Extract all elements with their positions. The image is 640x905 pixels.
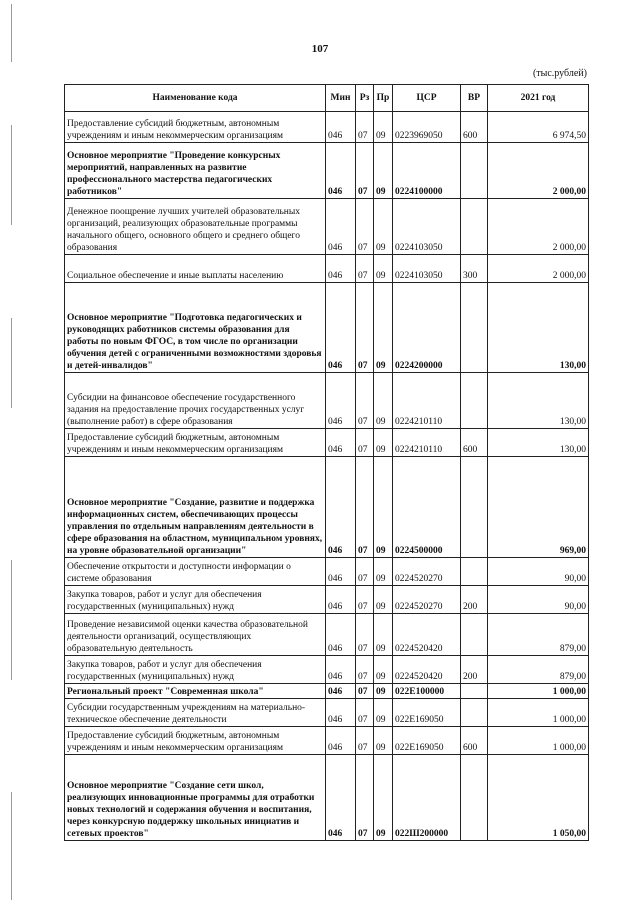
table-row: [65, 727, 589, 755]
row-vr: 600: [461, 727, 488, 755]
row-min: 046: [326, 699, 356, 727]
row-amount: 2 000,00: [488, 255, 589, 283]
row-min: 046: [326, 457, 356, 558]
row-pr: 09: [374, 283, 393, 373]
table-row: [65, 199, 589, 255]
row-csr: 022E169050: [393, 699, 461, 727]
table-row: [65, 656, 589, 684]
table-row: [65, 373, 589, 429]
scan-edge-mark: [11, 560, 12, 680]
table-row: [65, 457, 589, 558]
row-min: 046: [326, 112, 356, 143]
row-csr: 0224500000: [393, 457, 461, 558]
row-rz: 07: [356, 143, 374, 199]
table-row: [65, 699, 589, 727]
row-vr: [461, 143, 488, 199]
row-csr: 022Ш200000: [393, 755, 461, 841]
row-min: 046: [326, 373, 356, 429]
row-pr: 09: [374, 755, 393, 841]
row-rz: 07: [356, 373, 374, 429]
row-pr: 09: [374, 457, 393, 558]
row-name: Закупка товаров, работ и услуг для обеспечения государственных (муниципальных) нужд: [65, 656, 326, 684]
row-csr: 022E169050: [393, 727, 461, 755]
row-name: Субсидии на финансовое обеспечение государственного задания на предоставление прочих государственных услуг (выполнение работ) в сфере образования: [65, 373, 326, 429]
row-pr: 09: [374, 255, 393, 283]
row-rz: 07: [356, 699, 374, 727]
row-csr: 0224520270: [393, 558, 461, 586]
row-csr: 0224103050: [393, 199, 461, 255]
row-pr: 09: [374, 656, 393, 684]
row-vr: [461, 199, 488, 255]
row-vr: [461, 558, 488, 586]
row-amount: 2 000,00: [488, 143, 589, 199]
row-pr: 09: [374, 586, 393, 614]
row-min: 046: [326, 586, 356, 614]
row-vr: [461, 373, 488, 429]
row-name: Предоставление субсидий бюджетным, автономным учреждениям и иным некоммерческим организациям: [65, 112, 326, 143]
row-vr: 200: [461, 656, 488, 684]
row-min: 046: [326, 614, 356, 656]
row-vr: [461, 614, 488, 656]
row-rz: 07: [356, 586, 374, 614]
header-pr: Пр: [374, 85, 393, 112]
row-name: Основное мероприятие "Создание, развитие и поддержка информационных систем, обеспечивающих процессы управления по отдельным направлениям деятельности в сфере образования на областном, муниципальном уровнях, на уровне образовательной организации": [65, 457, 326, 558]
units-label: (тыс.рублей): [532, 68, 587, 79]
row-rz: 07: [356, 457, 374, 558]
row-csr: 0223969050: [393, 112, 461, 143]
row-csr: 0224103050: [393, 255, 461, 283]
row-name: Обеспечение открытости и доступности информации о системе образования: [65, 558, 326, 586]
row-rz: 07: [356, 283, 374, 373]
row-vr: 200: [461, 586, 488, 614]
row-name: Предоставление субсидий бюджетным, автономным учреждениям и иным некоммерческим организациям: [65, 429, 326, 457]
row-min: 046: [326, 656, 356, 684]
row-vr: [461, 457, 488, 558]
table-row: [65, 255, 589, 283]
row-rz: 07: [356, 429, 374, 457]
row-amount: 879,00: [488, 656, 589, 684]
row-amount: 90,00: [488, 558, 589, 586]
row-pr: 09: [374, 429, 393, 457]
row-pr: 09: [374, 558, 393, 586]
row-amount: 130,00: [488, 373, 589, 429]
header-csr: ЦСР: [393, 85, 461, 112]
row-csr: 0224210110: [393, 429, 461, 457]
row-vr: 600: [461, 429, 488, 457]
row-name: Региональный проект "Современная школа": [65, 684, 326, 699]
row-pr: 09: [374, 199, 393, 255]
row-min: 046: [326, 727, 356, 755]
row-pr: 09: [374, 143, 393, 199]
row-name: Социальное обеспечение и иные выплаты населению: [65, 255, 326, 283]
row-pr: 09: [374, 727, 393, 755]
row-vr: [461, 699, 488, 727]
row-pr: 09: [374, 373, 393, 429]
row-csr: 0224520420: [393, 656, 461, 684]
table-header-row: [65, 85, 589, 112]
page-number: 107: [311, 43, 329, 55]
scan-edge-mark: [11, 125, 12, 225]
row-min: 046: [326, 283, 356, 373]
row-name: Основное мероприятие "Проведение конкурсных мероприятий, направленных на развитие профессионального мастерства педагогических работников": [65, 143, 326, 199]
row-rz: 07: [356, 755, 374, 841]
table-row: [65, 112, 589, 143]
row-rz: 07: [356, 684, 374, 699]
row-csr: 0224200000: [393, 283, 461, 373]
row-amount: 1 000,00: [488, 699, 589, 727]
row-csr: 0224520270: [393, 586, 461, 614]
row-pr: 09: [374, 684, 393, 699]
row-min: 046: [326, 684, 356, 699]
table-row: [65, 429, 589, 457]
scan-edge-mark: [11, 318, 12, 408]
row-min: 046: [326, 558, 356, 586]
row-name: Денежное поощрение лучших учителей образовательных организаций, реализующих образовательные программы начального общего, основного общего и среднего общего образования: [65, 199, 326, 255]
row-name: Закупка товаров, работ и услуг для обеспечения государственных (муниципальных) нужд: [65, 586, 326, 614]
row-amount: 969,00: [488, 457, 589, 558]
table-row: [65, 755, 589, 841]
row-rz: 07: [356, 558, 374, 586]
table-row: [65, 558, 589, 586]
row-amount: 1 000,00: [488, 684, 589, 699]
row-name: Предоставление субсидий бюджетным, автономным учреждениям и иным некоммерческим организациям: [65, 727, 326, 755]
row-rz: 07: [356, 112, 374, 143]
row-name: Основное мероприятие "Создание сети школ, реализующих инновационные программы для отработки новых технологий и содержания обучения и воспитания, через конкурсную поддержку школьных инициатив и сетевых проектов": [65, 755, 326, 841]
row-csr: 0224520420: [393, 614, 461, 656]
row-rz: 07: [356, 614, 374, 656]
budget-table: [64, 84, 589, 841]
row-vr: 600: [461, 112, 488, 143]
table-row: [65, 614, 589, 656]
table-row: [65, 143, 589, 199]
row-amount: 130,00: [488, 429, 589, 457]
header-vr: ВР: [461, 85, 488, 112]
header-rz: Рз: [356, 85, 374, 112]
row-pr: 09: [374, 614, 393, 656]
row-rz: 07: [356, 199, 374, 255]
row-min: 046: [326, 143, 356, 199]
row-vr: [461, 684, 488, 699]
header-min: Мин: [326, 85, 356, 112]
row-amount: 2 000,00: [488, 199, 589, 255]
row-rz: 07: [356, 255, 374, 283]
row-rz: 07: [356, 727, 374, 755]
row-min: 046: [326, 429, 356, 457]
row-name: Основное мероприятие "Подготовка педагогических и руководящих работников системы образования для работы по новым ФГОС, в том числе по организации обучения детей с ограниченными возможностями здоровья и детей-инвалидов": [65, 283, 326, 373]
row-name: Субсидии государственным учреждениям на материально-техническое обеспечение деятельности: [65, 699, 326, 727]
header-name: Наименование кода: [65, 85, 326, 112]
row-amount: 879,00: [488, 614, 589, 656]
row-pr: 09: [374, 112, 393, 143]
row-name: Проведение независимой оценки качества образовательной деятельности организаций, осуществляющих образовательную деятельность: [65, 614, 326, 656]
row-vr: [461, 755, 488, 841]
row-csr: 0224100000: [393, 143, 461, 199]
row-vr: [461, 283, 488, 373]
row-amount: 90,00: [488, 586, 589, 614]
row-pr: 09: [374, 699, 393, 727]
row-amount: 6 974,50: [488, 112, 589, 143]
table-row: [65, 684, 589, 699]
row-csr: 022E100000: [393, 684, 461, 699]
row-rz: 07: [356, 656, 374, 684]
row-amount: 1 050,00: [488, 755, 589, 841]
row-min: 046: [326, 255, 356, 283]
row-min: 046: [326, 755, 356, 841]
row-min: 046: [326, 199, 356, 255]
table-row: [65, 586, 589, 614]
header-year: 2021 год: [488, 85, 589, 112]
scan-edge-mark: [11, 792, 12, 900]
row-vr: 300: [461, 255, 488, 283]
row-amount: 1 000,00: [488, 727, 589, 755]
row-csr: 0224210110: [393, 373, 461, 429]
row-amount: 130,00: [488, 283, 589, 373]
table-row: [65, 283, 589, 373]
